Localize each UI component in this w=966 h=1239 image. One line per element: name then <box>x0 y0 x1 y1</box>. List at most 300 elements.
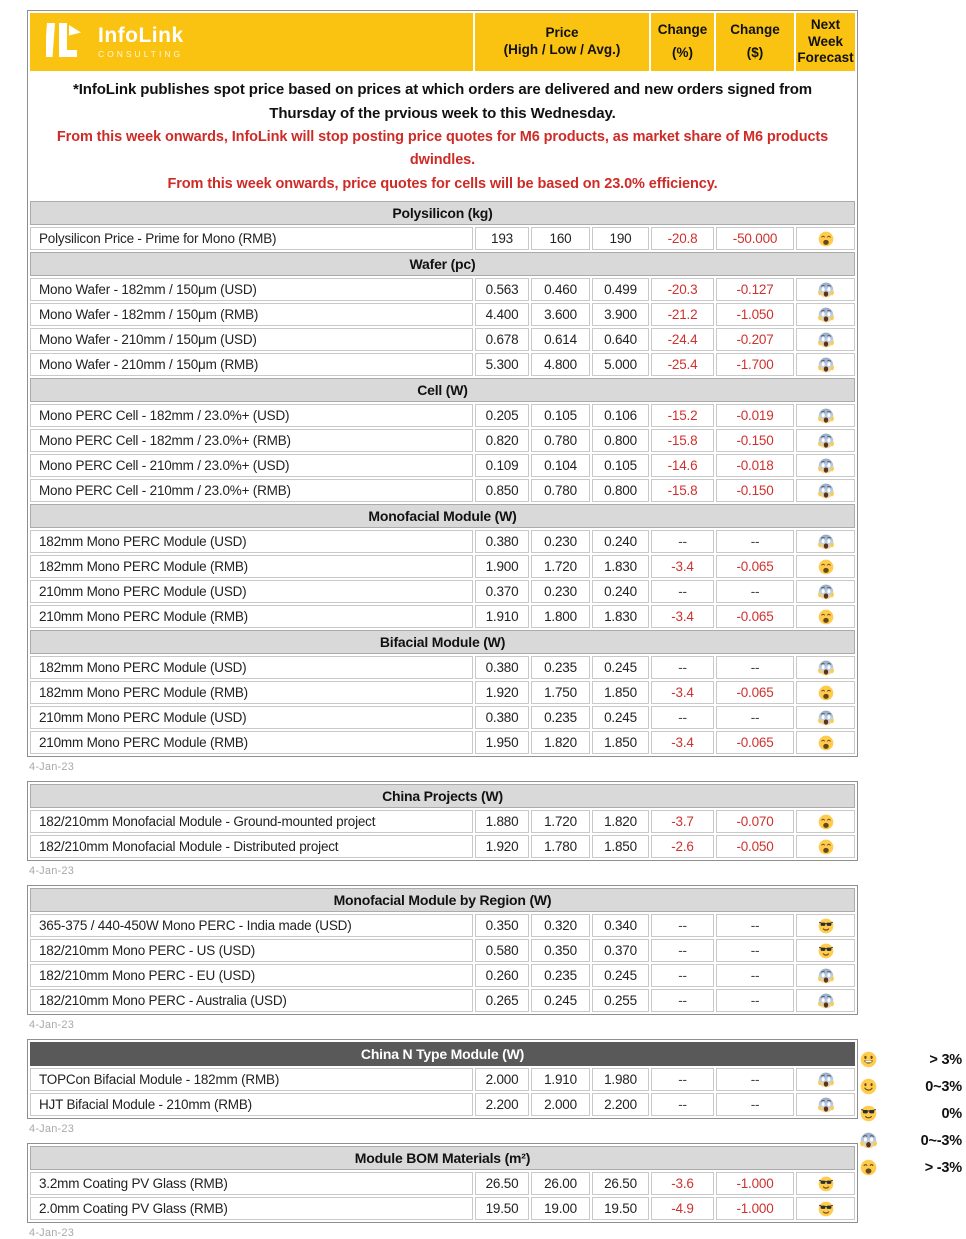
forecast-cool-icon <box>818 1176 834 1192</box>
product-name-cell: TOPCon Bifacial Module - 182mm (RMB) <box>30 1068 473 1091</box>
section-header: Wafer (pc) <box>30 252 855 276</box>
change-pct-cell: -21.2 <box>651 303 714 326</box>
legend-smile-icon <box>860 1078 877 1095</box>
product-name-cell: 210mm Mono PERC Module (RMB) <box>30 605 473 628</box>
price-avg-cell: 0.499 <box>592 278 649 301</box>
product-row <box>30 731 855 754</box>
change-pct-cell: -- <box>651 1093 714 1116</box>
column-header-line: Price <box>545 25 579 41</box>
price-high-cell: 1.920 <box>475 835 529 858</box>
price-high-cell: 26.50 <box>475 1172 529 1195</box>
price-high-cell: 1.880 <box>475 810 529 833</box>
price-avg-cell: 0.240 <box>592 580 649 603</box>
section-header-row <box>30 378 855 402</box>
logo <box>30 13 473 71</box>
infolink-logo-icon <box>46 22 88 63</box>
product-name-cell: 182mm Mono PERC Module (USD) <box>30 656 473 679</box>
change-pct-cell: -- <box>651 989 714 1012</box>
change-pct-cell: -24.4 <box>651 328 714 351</box>
price-high-cell: 0.380 <box>475 706 529 729</box>
price-low-cell: 0.780 <box>531 479 590 502</box>
product-name-cell: 210mm Mono PERC Module (RMB) <box>30 731 473 754</box>
legend-scream-icon <box>860 1132 877 1149</box>
product-name-cell: 182/210mm Mono PERC - US (USD) <box>30 939 473 962</box>
price-high-cell: 193 <box>475 227 529 250</box>
forecast-cell <box>796 328 855 351</box>
change-usd-cell: -0.065 <box>716 681 794 704</box>
change-pct-cell: -3.4 <box>651 731 714 754</box>
price-low-cell: 0.245 <box>531 989 590 1012</box>
change-usd-cell: -0.065 <box>716 605 794 628</box>
price-high-cell: 0.380 <box>475 530 529 553</box>
table-header-row <box>30 13 855 71</box>
product-name-cell: 210mm Mono PERC Module (USD) <box>30 580 473 603</box>
section-header: Polysilicon (kg) <box>30 201 855 225</box>
forecast-cell <box>796 454 855 477</box>
legend-label: 0~-3% <box>920 1132 962 1149</box>
product-name-cell: Mono PERC Cell - 210mm / 23.0%+ (USD) <box>30 454 473 477</box>
forecast-scream-icon <box>818 1097 834 1113</box>
price-high-cell: 1.920 <box>475 681 529 704</box>
section-header-row <box>30 888 855 912</box>
forecast-cell <box>796 555 855 578</box>
forecast-scream-icon <box>818 282 834 298</box>
section-header-row <box>30 1042 855 1066</box>
product-row <box>30 706 855 729</box>
change-pct-cell: -3.4 <box>651 605 714 628</box>
legend-item <box>860 1100 962 1127</box>
forecast-cell <box>796 681 855 704</box>
product-name-cell: Mono PERC Cell - 182mm / 23.0%+ (RMB) <box>30 429 473 452</box>
forecast-cell <box>796 1068 855 1091</box>
change-pct-cell: -15.8 <box>651 479 714 502</box>
change-usd-cell: -1.050 <box>716 303 794 326</box>
product-name-cell: 210mm Mono PERC Module (USD) <box>30 706 473 729</box>
legend-item <box>860 1046 962 1073</box>
brand-block <box>98 25 184 60</box>
change-usd-cell: -0.019 <box>716 404 794 427</box>
price-table <box>27 781 858 861</box>
change-pct-cell: -20.8 <box>651 227 714 250</box>
change-pct-column-header <box>651 13 714 71</box>
change-pct-cell: -- <box>651 530 714 553</box>
legend-item <box>860 1127 962 1154</box>
change-pct-cell: -15.8 <box>651 429 714 452</box>
legend-label: 0~3% <box>925 1078 962 1095</box>
price-high-cell: 0.265 <box>475 989 529 1012</box>
price-table <box>27 1039 858 1119</box>
product-row <box>30 555 855 578</box>
price-avg-cell: 0.245 <box>592 656 649 679</box>
price-high-cell: 5.300 <box>475 353 529 376</box>
price-avg-cell: 0.105 <box>592 454 649 477</box>
product-name-cell: HJT Bifacial Module - 210mm (RMB) <box>30 1093 473 1116</box>
brand-subtitle: CONSULTING <box>98 48 184 59</box>
product-row <box>30 939 855 962</box>
column-header-line: Forecast <box>797 50 854 66</box>
product-row <box>30 580 855 603</box>
product-name-cell: 182/210mm Monofacial Module - Ground-mounted project <box>30 810 473 833</box>
price-high-cell: 0.580 <box>475 939 529 962</box>
change-usd-cell: -- <box>716 964 794 987</box>
notes-row <box>30 73 855 199</box>
product-name-cell: 365-375 / 440-450W Mono PERC - India made (USD) <box>30 914 473 937</box>
forecast-scream-icon <box>818 1072 834 1088</box>
forecast-cell <box>796 429 855 452</box>
section-header: Monofacial Module (W) <box>30 504 855 528</box>
price-low-cell: 1.750 <box>531 681 590 704</box>
column-header-line: Next Week <box>807 16 844 49</box>
forecast-wail-icon <box>818 609 834 625</box>
forecast-cell <box>796 914 855 937</box>
price-high-cell: 0.563 <box>475 278 529 301</box>
change-pct-cell: -20.3 <box>651 278 714 301</box>
forecast-scream-icon <box>818 584 834 600</box>
change-usd-cell: -0.018 <box>716 454 794 477</box>
forecast-wail-icon <box>818 559 834 575</box>
forecast-scream-icon <box>818 307 834 323</box>
price-avg-cell: 0.340 <box>592 914 649 937</box>
price-high-cell: 19.50 <box>475 1197 529 1220</box>
forecast-scream-icon <box>818 433 834 449</box>
price-high-cell: 0.260 <box>475 964 529 987</box>
product-row <box>30 328 855 351</box>
table-date: 4-Jan-23 <box>29 865 75 878</box>
forecast-cell <box>796 227 855 250</box>
forecast-cool-icon <box>818 1201 834 1217</box>
section-header: Cell (W) <box>30 378 855 402</box>
product-name-cell: Mono Wafer - 210mm / 150μm (RMB) <box>30 353 473 376</box>
change-pct-cell: -2.6 <box>651 835 714 858</box>
change-pct-cell: -- <box>651 914 714 937</box>
change-usd-cell: -- <box>716 580 794 603</box>
change-pct-cell: -3.7 <box>651 810 714 833</box>
change-usd-cell: -0.065 <box>716 555 794 578</box>
forecast-cool-icon <box>818 918 834 934</box>
price-avg-cell: 0.370 <box>592 939 649 962</box>
product-name-cell: 182/210mm Monofacial Module - Distributed project <box>30 835 473 858</box>
efficiency-notice: From this week onwards, price quotes for cells will be based on 23.0% efficiency. <box>167 175 718 192</box>
change-pct-cell: -15.2 <box>651 404 714 427</box>
price-column-header <box>475 13 649 71</box>
product-name-cell: Polysilicon Price - Prime for Mono (RMB) <box>30 227 473 250</box>
change-usd-cell: -0.150 <box>716 429 794 452</box>
change-usd-cell: -0.207 <box>716 328 794 351</box>
price-high-cell: 0.380 <box>475 656 529 679</box>
price-avg-cell: 1.850 <box>592 731 649 754</box>
column-header-line: (%) <box>672 45 693 61</box>
product-name-cell: 182mm Mono PERC Module (RMB) <box>30 681 473 704</box>
change-pct-cell: -25.4 <box>651 353 714 376</box>
price-avg-cell: 1.980 <box>592 1068 649 1091</box>
price-high-cell: 0.850 <box>475 479 529 502</box>
forecast-cell <box>796 1093 855 1116</box>
price-low-cell: 1.720 <box>531 555 590 578</box>
section-header-row <box>30 784 855 808</box>
change-pct-cell: -3.4 <box>651 681 714 704</box>
m6-notice: From this week onwards, InfoLink will stop posting price quotes for M6 products, as market share of M6 products dwindles. <box>56 129 829 169</box>
price-avg-cell: 26.50 <box>592 1172 649 1195</box>
legend-wail-icon <box>860 1159 877 1176</box>
product-row <box>30 835 855 858</box>
price-low-cell: 1.780 <box>531 835 590 858</box>
change-pct-cell: -- <box>651 656 714 679</box>
legend-label: 0% <box>941 1105 962 1122</box>
forecast-cell <box>796 530 855 553</box>
product-name-cell: Mono PERC Cell - 182mm / 23.0%+ (USD) <box>30 404 473 427</box>
price-table <box>27 1143 858 1223</box>
table-date: 4-Jan-23 <box>29 1123 75 1136</box>
price-low-cell: 1.820 <box>531 731 590 754</box>
change-pct-cell: -14.6 <box>651 454 714 477</box>
change-pct-cell: -- <box>651 1068 714 1091</box>
change-usd-cell: -- <box>716 914 794 937</box>
brand-name: InfoLink <box>98 23 184 47</box>
section-header: China Projects (W) <box>30 784 855 808</box>
price-high-cell: 0.820 <box>475 429 529 452</box>
product-name-cell: Mono PERC Cell - 210mm / 23.0%+ (RMB) <box>30 479 473 502</box>
column-header-line: ($) <box>746 45 764 61</box>
forecast-scream-icon <box>818 332 834 348</box>
change-usd-cell: -1.000 <box>716 1172 794 1195</box>
forecast-scream-icon <box>818 710 834 726</box>
price-low-cell: 0.780 <box>531 429 590 452</box>
legend-label: > 3% <box>929 1051 962 1068</box>
price-avg-cell: 0.240 <box>592 530 649 553</box>
forecast-scream-icon <box>818 534 834 550</box>
forecast-scream-icon <box>818 357 834 373</box>
price-high-cell: 0.205 <box>475 404 529 427</box>
change-pct-cell: -3.4 <box>651 555 714 578</box>
change-pct-cell: -3.6 <box>651 1172 714 1195</box>
legend-label: > -3% <box>924 1159 962 1176</box>
price-low-cell: 0.460 <box>531 278 590 301</box>
product-name-cell: 182/210mm Mono PERC - EU (USD) <box>30 964 473 987</box>
section-header-row <box>30 1146 855 1170</box>
product-name-cell: 182/210mm Mono PERC - Australia (USD) <box>30 989 473 1012</box>
product-row <box>30 278 855 301</box>
legend-cool-icon <box>860 1105 877 1122</box>
price-avg-cell: 0.800 <box>592 429 649 452</box>
price-high-cell: 0.350 <box>475 914 529 937</box>
forecast-cell <box>796 810 855 833</box>
forecast-cool-icon <box>818 943 834 959</box>
product-row <box>30 429 855 452</box>
product-row <box>30 1093 855 1116</box>
price-table <box>27 10 858 757</box>
forecast-scream-icon <box>818 408 834 424</box>
price-high-cell: 1.900 <box>475 555 529 578</box>
change-usd-cell: -- <box>716 530 794 553</box>
forecast-cell <box>796 835 855 858</box>
legend-grin-icon <box>860 1051 877 1068</box>
price-low-cell: 0.350 <box>531 939 590 962</box>
section-header-row <box>30 630 855 654</box>
change-usd-cell: -- <box>716 1093 794 1116</box>
product-row <box>30 605 855 628</box>
price-low-cell: 0.230 <box>531 580 590 603</box>
price-avg-cell: 1.850 <box>592 681 649 704</box>
change-usd-cell: -- <box>716 1068 794 1091</box>
forecast-wail-icon <box>818 814 834 830</box>
forecast-cell <box>796 303 855 326</box>
price-avg-cell: 1.830 <box>592 555 649 578</box>
price-high-cell: 0.678 <box>475 328 529 351</box>
price-high-cell: 4.400 <box>475 303 529 326</box>
forecast-cell <box>796 479 855 502</box>
product-row <box>30 1172 855 1195</box>
product-row <box>30 1068 855 1091</box>
product-row <box>30 479 855 502</box>
forecast-column-header <box>796 13 855 71</box>
section-header: Bifacial Module (W) <box>30 630 855 654</box>
product-name-cell: Mono Wafer - 182mm / 150μm (USD) <box>30 278 473 301</box>
column-header-line: Change <box>730 22 780 37</box>
product-name-cell: 3.2mm Coating PV Glass (RMB) <box>30 1172 473 1195</box>
forecast-cell <box>796 353 855 376</box>
change-usd-cell: -- <box>716 989 794 1012</box>
forecast-cell <box>796 656 855 679</box>
forecast-legend <box>860 1046 962 1181</box>
product-row <box>30 681 855 704</box>
price-low-cell: 0.235 <box>531 964 590 987</box>
product-row <box>30 914 855 937</box>
product-name-cell: 2.0mm Coating PV Glass (RMB) <box>30 1197 473 1220</box>
price-avg-cell: 1.830 <box>592 605 649 628</box>
price-low-cell: 26.00 <box>531 1172 590 1195</box>
forecast-cell <box>796 964 855 987</box>
price-table <box>27 885 858 1015</box>
price-avg-cell: 0.255 <box>592 989 649 1012</box>
change-pct-cell: -- <box>651 580 714 603</box>
product-row <box>30 964 855 987</box>
table-date: 4-Jan-23 <box>29 761 75 774</box>
section-header: Module BOM Materials (m²) <box>30 1146 855 1170</box>
column-header-line: (High / Low / Avg.) <box>503 42 621 57</box>
price-low-cell: 1.910 <box>531 1068 590 1091</box>
table-date: 4-Jan-23 <box>29 1227 75 1239</box>
section-header-row <box>30 252 855 276</box>
table-date: 4-Jan-23 <box>29 1019 75 1032</box>
price-avg-cell: 0.106 <box>592 404 649 427</box>
forecast-scream-icon <box>818 993 834 1009</box>
forecast-cell <box>796 731 855 754</box>
forecast-wail-icon <box>818 839 834 855</box>
change-usd-cell: -0.150 <box>716 479 794 502</box>
price-low-cell: 1.720 <box>531 810 590 833</box>
legend-item <box>860 1073 962 1100</box>
forecast-cell <box>796 278 855 301</box>
product-row <box>30 1197 855 1220</box>
price-avg-cell: 19.50 <box>592 1197 649 1220</box>
legend-item <box>860 1154 962 1181</box>
price-low-cell: 2.000 <box>531 1093 590 1116</box>
price-low-cell: 0.105 <box>531 404 590 427</box>
product-name-cell: Mono Wafer - 182mm / 150μm (RMB) <box>30 303 473 326</box>
product-row <box>30 810 855 833</box>
price-low-cell: 19.00 <box>531 1197 590 1220</box>
forecast-wail-icon <box>818 735 834 751</box>
product-name-cell: Mono Wafer - 210mm / 150μm (USD) <box>30 328 473 351</box>
price-high-cell: 1.950 <box>475 731 529 754</box>
forecast-cell <box>796 605 855 628</box>
product-name-cell: 182mm Mono PERC Module (USD) <box>30 530 473 553</box>
price-low-cell: 3.600 <box>531 303 590 326</box>
change-usd-cell: -0.127 <box>716 278 794 301</box>
price-avg-cell: 5.000 <box>592 353 649 376</box>
price-avg-cell: 1.850 <box>592 835 649 858</box>
forecast-cell <box>796 706 855 729</box>
price-high-cell: 1.910 <box>475 605 529 628</box>
product-row <box>30 989 855 1012</box>
change-usd-cell: -- <box>716 706 794 729</box>
disclaimer-note: *InfoLink publishes spot price based on prices at which orders are delivered and new orders signed from Thursday of the prvious week to this Wednesday. <box>72 81 813 122</box>
change-usd-cell: -- <box>716 939 794 962</box>
change-usd-cell: -0.070 <box>716 810 794 833</box>
price-low-cell: 0.320 <box>531 914 590 937</box>
product-name-cell: 182mm Mono PERC Module (RMB) <box>30 555 473 578</box>
change-usd-cell: -50.000 <box>716 227 794 250</box>
price-avg-cell: 190 <box>592 227 649 250</box>
price-high-cell: 0.109 <box>475 454 529 477</box>
notes-block <box>30 73 855 199</box>
forecast-scream-icon <box>818 458 834 474</box>
price-low-cell: 4.800 <box>531 353 590 376</box>
price-low-cell: 1.800 <box>531 605 590 628</box>
product-row <box>30 454 855 477</box>
price-low-cell: 0.235 <box>531 656 590 679</box>
price-avg-cell: 1.820 <box>592 810 649 833</box>
change-pct-cell: -- <box>651 706 714 729</box>
forecast-wail-icon <box>818 231 834 247</box>
column-header-line: Change <box>657 22 708 37</box>
forecast-cell <box>796 989 855 1012</box>
price-high-cell: 2.200 <box>475 1093 529 1116</box>
section-header: China N Type Module (W) <box>30 1042 855 1066</box>
change-pct-cell: -- <box>651 939 714 962</box>
product-row <box>30 656 855 679</box>
change-usd-cell: -1.000 <box>716 1197 794 1220</box>
price-high-cell: 2.000 <box>475 1068 529 1091</box>
price-low-cell: 0.614 <box>531 328 590 351</box>
forecast-cell <box>796 1172 855 1195</box>
price-high-cell: 0.370 <box>475 580 529 603</box>
change-usd-cell: -1.700 <box>716 353 794 376</box>
price-low-cell: 0.235 <box>531 706 590 729</box>
forecast-scream-icon <box>818 483 834 499</box>
product-row <box>30 303 855 326</box>
product-row <box>30 353 855 376</box>
forecast-cell <box>796 939 855 962</box>
product-row <box>30 530 855 553</box>
forecast-cell <box>796 1197 855 1220</box>
forecast-cell <box>796 404 855 427</box>
product-row <box>30 227 855 250</box>
section-header-row <box>30 504 855 528</box>
price-tables <box>27 10 966 1239</box>
section-header: Monofacial Module by Region (W) <box>30 888 855 912</box>
change-usd-cell: -- <box>716 656 794 679</box>
price-avg-cell: 0.245 <box>592 706 649 729</box>
change-pct-cell: -4.9 <box>651 1197 714 1220</box>
price-avg-cell: 3.900 <box>592 303 649 326</box>
section-header-row <box>30 201 855 225</box>
price-low-cell: 0.230 <box>531 530 590 553</box>
price-low-cell: 160 <box>531 227 590 250</box>
price-avg-cell: 0.640 <box>592 328 649 351</box>
forecast-scream-icon <box>818 968 834 984</box>
price-low-cell: 0.104 <box>531 454 590 477</box>
